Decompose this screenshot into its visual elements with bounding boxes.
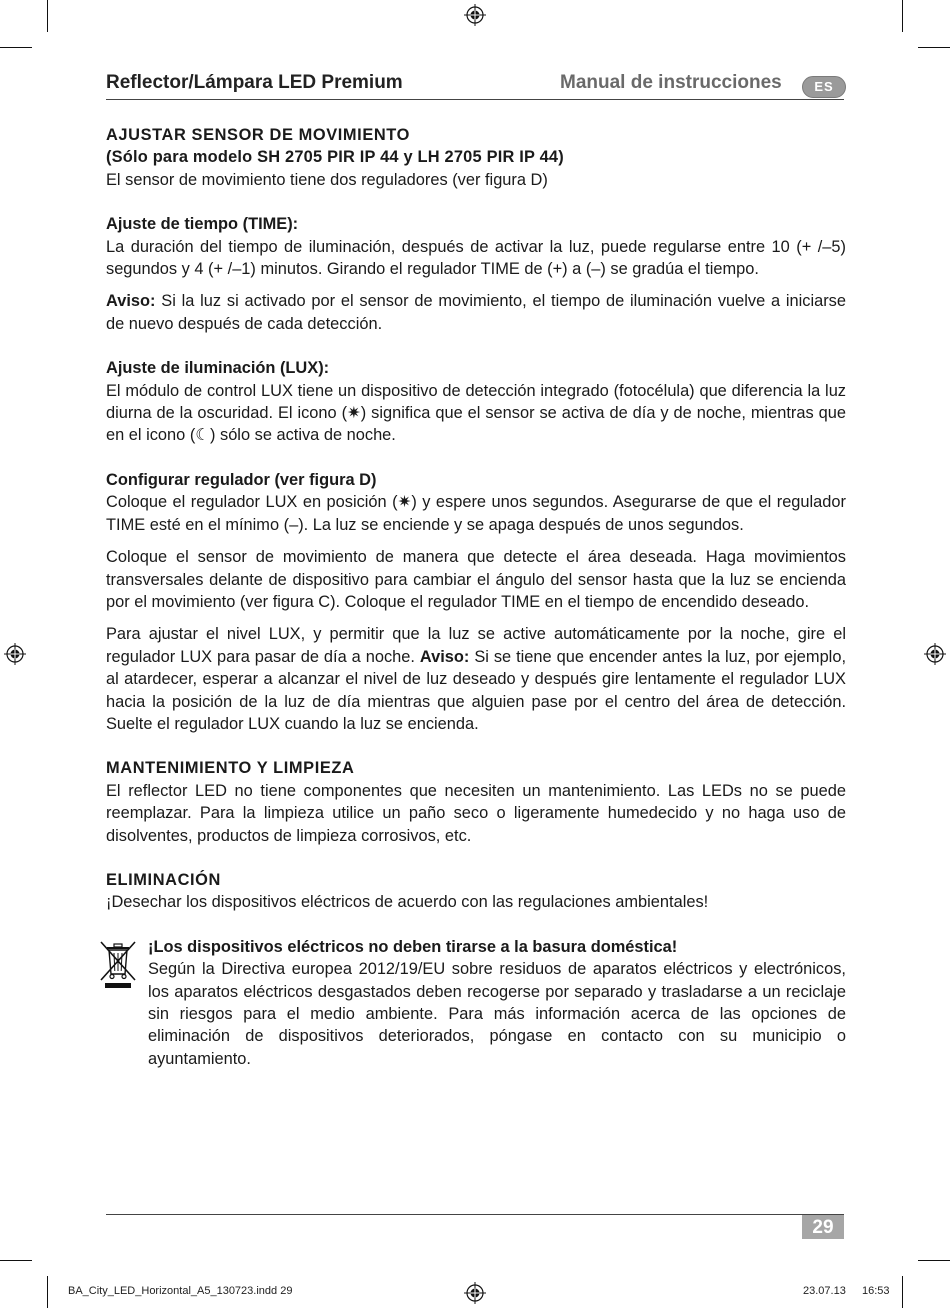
crop-mark-top-left-v	[47, 0, 48, 32]
configure-p3-text-a: Para ajustar el nivel LUX, y permitir que la luz se active automáticamente por la noche, gire el regulador LUX para pasar de día a noche.	[106, 625, 846, 666]
registration-mark-icon	[924, 643, 946, 665]
page-number: 29	[802, 1215, 844, 1239]
note-text: Si la luz si activado por el sensor de movimiento, el tiempo de iluminación vuelve a iniciarse de nuevo después de cada detección.	[106, 292, 846, 333]
crop-mark-bottom-right-v	[902, 1276, 903, 1308]
motion-intro: El sensor de movimiento tiene dos reguladores (ver figura D)	[106, 170, 548, 189]
crop-mark-bottom-left-h	[0, 1260, 32, 1261]
maintenance-heading: MANTENIMIENTO Y LIMPIEZA	[106, 759, 355, 778]
time-note	[106, 290, 846, 335]
configure-heading: Configurar regulador (ver figura D)	[106, 470, 377, 489]
motion-heading: AJUSTAR SENSOR DE MOVIMIENTO	[106, 126, 410, 144]
lux-heading: Ajuste de iluminación (LUX):	[106, 359, 330, 378]
configure-paragraph-3	[106, 623, 846, 735]
time-heading: Ajuste de tiempo (TIME):	[106, 215, 299, 234]
manual-label: Manual de instrucciones	[560, 72, 782, 93]
configure-p3-text-b: Si se tiene que encender antes la luz, por ejemplo, al atardecer, esperar a alcanzar el nivel de luz deseado y después gire lentamente el regulador LUX hacia la posición de la luz de día mientras que alguien pase por el centro del área de detección. Suelte el regulador LUX cuando la luz se encienda.	[106, 647, 846, 733]
weee-notice	[106, 936, 846, 1070]
product-title: Reflector/Lámpara LED Premium	[106, 72, 403, 93]
main-content	[106, 124, 846, 1070]
header-rule	[106, 99, 844, 100]
slug-time: 16:53	[862, 1285, 890, 1297]
motion-subheading: (Sólo para modelo SH 2705 PIR IP 44 y LH 2705 PIR IP 44)	[106, 148, 564, 167]
weee-heading: ¡Los dispositivos eléctricos no deben tirarse a la basura doméstica!	[148, 937, 678, 956]
file-slug: BA_City_LED_Horizontal_A5_130723.indd 29	[68, 1285, 293, 1297]
disposal-heading: ELIMINACIÓN	[106, 870, 221, 889]
maintenance-body: El reflector LED no tiene componentes que necesiten un mantenimiento. Las LEDs no se puede reemplazar. Para la limpieza utilice un paño seco o ligeramente humedecido y no haga uso de disolventes, productos de limpieza corrosivos, etc.	[106, 781, 846, 845]
weee-body: Según la Directiva europea 2012/19/EU sobre residuos de aparatos eléctricos y electrónicos, los aparatos eléctricos desgastados deben recogerse por separado y trasladarse a un reciclaje sin riesgos para el medio ambiente. Para más información acerca de las opciones de eliminación de dispositivos deteriorados, póngase en contacto con su municipio o ayuntamiento.	[148, 960, 846, 1068]
footer-rule	[106, 1214, 844, 1215]
crop-mark-top-left-h	[0, 47, 32, 48]
note-label: Aviso:	[106, 292, 156, 311]
lux-body: El módulo de control LUX tiene un dispositivo de detección integrado (fotocélula) que diferencia la luz diurna de la oscuridad. El icono (✷) significa que el sensor se activa de día y de noche, mientras que en el icono (☾) sólo se activa de noche.	[106, 381, 846, 445]
language-badge: ES	[802, 76, 846, 98]
crop-mark-bottom-right-h	[918, 1260, 950, 1261]
registration-mark-icon	[4, 643, 26, 665]
weee-text	[148, 936, 846, 1070]
configure-paragraph-1: Coloque el regulador LUX en posición (✷) y espere unos segundos. Asegurarse de que el regulador TIME esté en el mínimo (–). La luz se enciende y se apaga después de unos segundos.	[106, 493, 846, 534]
note-label: Aviso:	[419, 647, 470, 666]
registration-mark-icon	[464, 1282, 486, 1304]
registration-mark-icon	[464, 4, 486, 26]
crossed-out-bin-icon	[98, 938, 138, 990]
configure-paragraph-2: Coloque el sensor de movimiento de manera que detecte el área deseada. Haga movimientos transversales delante de dispositivo para cambiar el ángulo del sensor hasta que la luz se encienda por el movimiento (ver figura C). Coloque el regulador TIME en el tiempo de encendido deseado.	[106, 548, 846, 611]
slug-date: 23.07.13	[803, 1285, 846, 1297]
crop-mark-top-right-v	[902, 0, 903, 32]
disposal-body: ¡Desechar los dispositivos eléctricos de acuerdo con las regulaciones ambientales!	[106, 893, 709, 912]
time-body: La duración del tiempo de iluminación, después de activar la luz, puede regularse entre 10 (+ /–5) segundos y 4 (+ /–1) minutos. Girando el regulador TIME de (+) a (–) se gradúa el tiempo.	[106, 237, 846, 279]
crop-mark-bottom-left-v	[47, 1276, 48, 1308]
crop-mark-top-right-h	[918, 47, 950, 48]
